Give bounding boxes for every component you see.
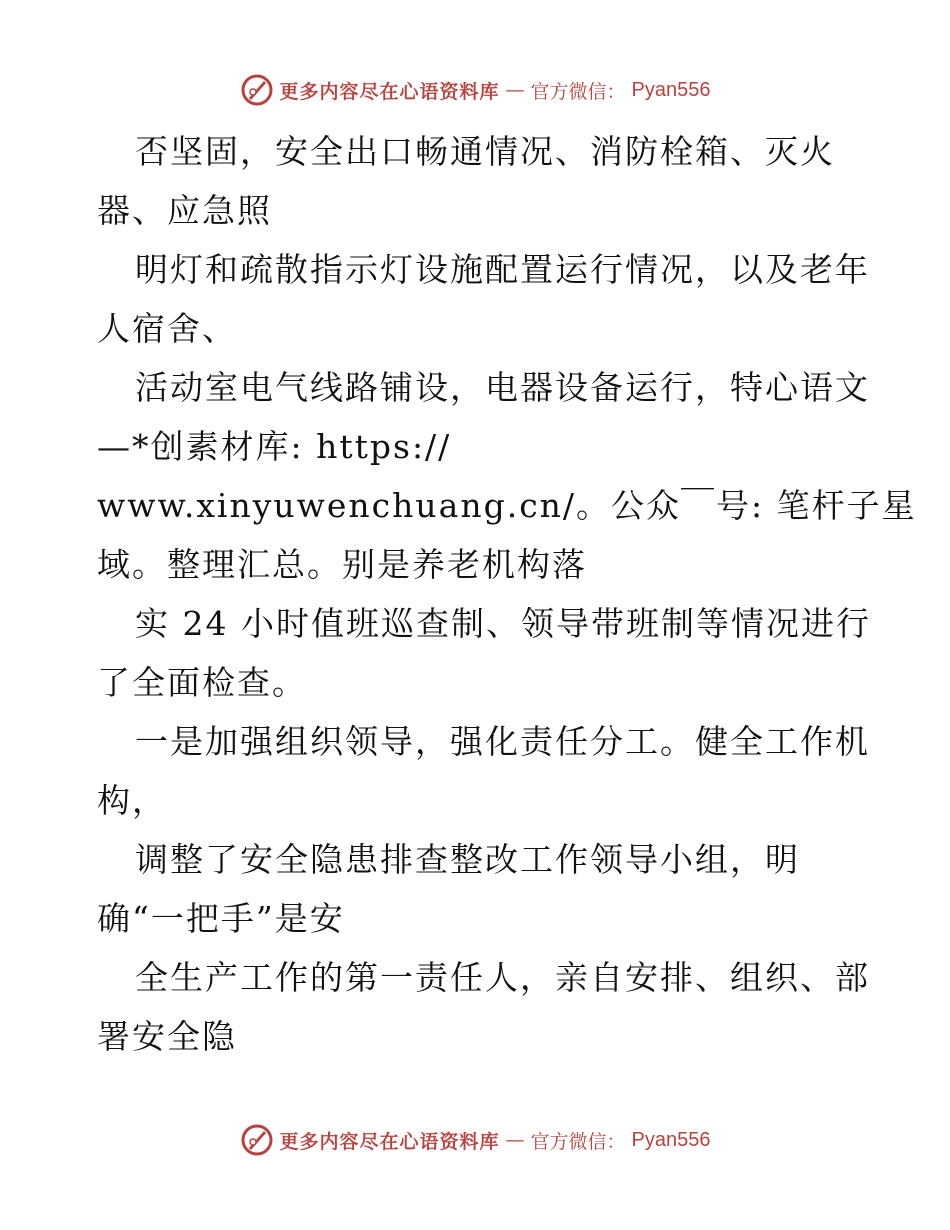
banner-wechat-id: Pyan556 [631, 78, 711, 101]
text-line: 实 24 小时值班巡查制、领导带班制等情况进行 [135, 604, 871, 643]
quill-logo-icon [240, 1123, 274, 1157]
text-line: 构， [97, 781, 167, 820]
text-line: 全生产工作的第一责任人，亲自安排、组织、部 [135, 958, 870, 997]
banner-wechat-label: 官方微信： [530, 80, 626, 103]
document-body [97, 122, 917, 1066]
quill-logo-icon [240, 73, 274, 107]
text-line: —*创素材库: https:// [97, 427, 452, 466]
banner-separator: — [505, 1129, 525, 1151]
text-line: 人宿舍、 [97, 309, 237, 348]
text-line: 确“一把手”是安 [97, 899, 345, 938]
text-line: 否坚固，安全出口畅通情况、消防栓箱、灭火 [135, 132, 835, 171]
banner-text: 更多内容尽在心语资料库 [279, 80, 500, 103]
text-line: 调整了安全隐患排查整改工作领导小组，明 [135, 840, 800, 879]
banner-text: 更多内容尽在心语资料库 [279, 1130, 500, 1153]
banner-wechat-label: 官方微信： [530, 1130, 626, 1153]
text-line: 域。整理汇总。别是养老机构落 [97, 545, 587, 584]
footer-watermark-banner [0, 1120, 950, 1160]
header-watermark-banner [0, 70, 950, 110]
text-line: www.xinyuwenchuang.cn/。公众￣号: 笔杆子星 [97, 486, 917, 525]
text-line: 署安全隐 [97, 1017, 237, 1056]
banner-separator: — [505, 79, 525, 101]
text-line: 一是加强组织领导，强化责任分工。健全工作机 [135, 722, 870, 761]
banner-wechat-id: Pyan556 [631, 1128, 711, 1151]
text-line: 器、应急照 [97, 191, 272, 230]
text-line: 了全面检查。 [97, 663, 307, 702]
text-line: 活动室电气线路铺设，电器设备运行，特心语文 [135, 368, 870, 407]
text-line: 明灯和疏散指示灯设施配置运行情况，以及老年 [135, 250, 870, 289]
